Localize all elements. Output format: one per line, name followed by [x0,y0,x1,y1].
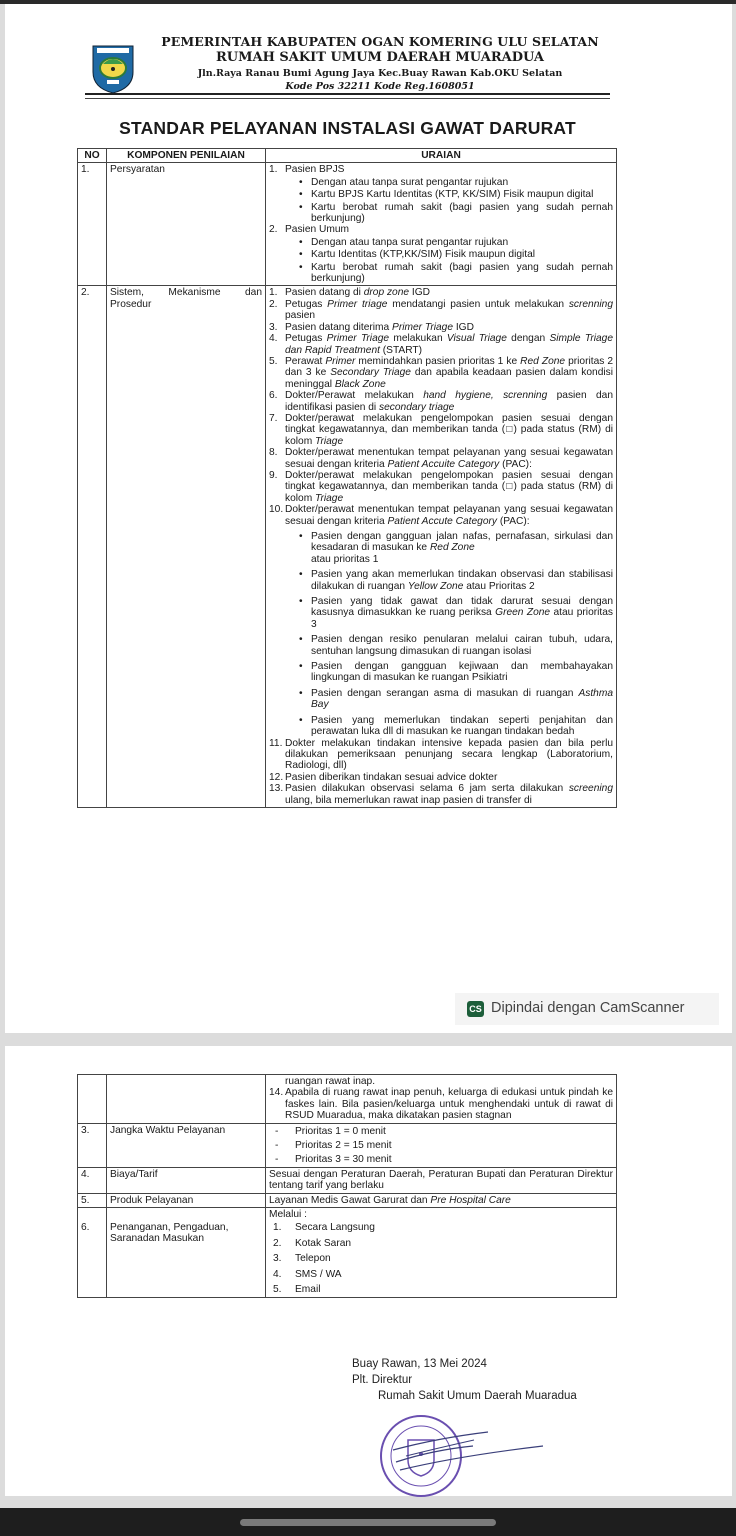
row-number: 3. [78,1123,107,1167]
procedure-step: 11. Dokter melakukan tindakan intensive kepada pasien dan bila perlu dilakukan pemeriksaan penunjang secara lengkap (Laboratorium, Radiologi, dll) [269,737,613,772]
signature-block [352,1356,577,1404]
list-item: 2. Pasien Umum [269,224,349,236]
table-row [78,1075,617,1124]
table-row [78,163,617,286]
procedure-step: 4. Petugas Primer Triage melakukan Visual Triage dengan Simple Triage dan Rapid Treatment (START) [269,333,613,356]
row-number: 1. [78,163,107,286]
zone-criteria-item: • Pasien dengan resiko penularan melalui cairan tubuh, udara, sentuhan langsung dimasukan di ruangan isolasi [299,634,613,657]
row-component: Jangka Waktu Pelayanan [107,1123,266,1167]
bullet-item: • Kartu berobat rumah sakit (bagi pasien yang sudah pernah berkunjung) [299,262,613,285]
zone-criteria-item: • Pasien yang memerlukan tindakan seperti penjahitan dan perawatan luka dll di masukan ke ruangan tindakan bedah [299,715,613,738]
procedure-step: 2. Petugas Primer triage mendatangi pasien untuk melakukan screnning pasien [269,298,613,322]
document-title: STANDAR PELAYANAN INSTALASI GAWAT DARURAT [119,118,576,138]
channel-item: 5. Email [273,1284,321,1296]
row-description [266,163,617,286]
bullet-item: • Kartu BPJS Kartu Identitas (KTP, KK/SIM) Fisik maupun digital [299,189,613,200]
zone-criteria-item: • Pasien yang tidak gawat dan tidak darurat sesuai dengan kasusnya dimasukkan ke ruang periksa Green Zone atau prioritas 3 [299,596,613,630]
channel-item: 1. Secara Langsung [273,1222,375,1234]
priority-item: - Prioritas 1 = 0 menit [269,1126,613,1137]
row-component: Persyaratan [107,163,266,286]
signature-position: Plt. Direktur [352,1374,413,1386]
bullet-item: • Dengan atau tanpa surat pengantar rujukan [299,237,613,248]
signature-institution: Rumah Sakit Umum Daerah Muaradua [378,1390,577,1402]
bullet-item: • Kartu Identitas (KTP,KK/SIM) Fisik maupun digital [299,249,613,260]
row-description [266,286,617,807]
row-description: Sesuai dengan Peraturan Daerah, Peraturan Bupati dan Peraturan Direktur tentang tarif yang berlaku [266,1167,617,1193]
letterhead-postal-code: Kode Pos 32211 Kode Reg.1608051 [285,81,475,92]
bullet-item: • Dengan atau tanpa surat pengantar rujukan [299,177,613,188]
camscanner-watermark [455,993,719,1025]
home-indicator[interactable] [240,1519,496,1526]
navigation-bar [0,1508,736,1536]
letterhead-government: PEMERINTAH KABUPATEN OGAN KOMERING ULU SELATAN [161,34,599,49]
row-number: 5. [78,1193,107,1207]
letterhead-hospital: RUMAH SAKIT UMUM DAERAH MUARADUA [215,50,545,65]
bullet-item: • Kartu berobat rumah sakit (bagi pasien yang sudah pernah berkunjung) [299,202,613,225]
procedure-step: 9. Dokter/perawat melakukan pengelompokan pasien sesuai dengan tingkat kegawatannya, dan memberikan tanda (□) pada status (RM) di kolom Triage [269,469,613,504]
row-component: Sistem, Mekanisme dan Prosedur [107,286,266,807]
procedure-step: 5. Perawat Primer memindahkan pasien prioritas 1 ke Red Zone prioritas 2 dan 3 ke Secondary Triage dan apabila keadaan pasien dalam kondisi meninggal Black Zone [269,355,614,390]
zone-criteria-item: • Pasien dengan gangguan jalan nafas, pernafasan, sirkulasi dan kesadaran di masukan ke Red Zone atau prioritas 1 [299,531,613,565]
channel-item: 2. Kotak Saran [273,1237,352,1249]
camscanner-icon: CS [467,1001,484,1017]
table-row [78,1123,617,1167]
service-standard-table-continued [77,1074,617,1298]
procedure-step: 3. Pasien datang diterima Primer Triage IGD [269,321,474,333]
zone-criteria-item: • Pasien dengan gangguan kejiwaan dan membahayakan lingkungan di masukan ke ruangan Psikiatri [299,661,613,684]
letterhead-address: Jln.Raya Ranau Bumi Agung Jaya Kec.Buay Rawan Kab.OKU Selatan [197,68,563,79]
row-number [78,1075,107,1124]
table-row [78,1208,617,1297]
row-number: 4. [78,1167,107,1193]
list-item: 1. Pasien BPJS [269,164,345,176]
header-no: NO [78,149,107,163]
row-description [266,1075,617,1124]
table-row [78,1193,617,1207]
table-header-row [78,149,617,163]
continued-text: ruangan rawat inap. [285,1076,376,1087]
zone-criteria-item: • Pasien yang akan memerlukan tindakan observasi dan stabilisasi dilakukan di ruangan Yellow Zone atau Prioritas 2 [299,569,613,592]
priority-item: - Prioritas 2 = 15 menit [269,1140,613,1151]
procedure-step: 14. Apabila di ruang rawat inap penuh, keluarga di edukasi untuk pindah ke faskes lain. Bila pasien/keluarga untuk menghendaki untuk di rawat di RSUD Muaradua, maka dikatakan pasien stagnan [269,1087,613,1122]
row-number: 2. [78,286,107,807]
row-description [266,1208,617,1297]
header-uraian: URAIAN [266,149,617,163]
procedure-step: 1. Pasien datang di drop zone IGD [269,287,430,299]
table-row [78,1167,617,1193]
procedure-step: 13. Pasien dilakukan observasi selama 6 jam serta dilakukan screening ulang, bila memerlukan rawat inap pasien di transfer di [269,783,613,806]
row-description [266,1123,617,1167]
camscanner-label: Dipindai dengan CamScanner [491,1000,685,1016]
header-komponen: KOMPONEN PENILAIAN [107,149,266,163]
procedure-step: 8. Dokter/perawat menentukan tempat pelayanan yang sesuai kegawatan sesuai dengan kriteria Patient Accuite Category (PAC): [269,447,613,470]
procedure-step: 7. Dokter/perawat melakukan pengelompokan pasien sesuai dengan tingkat kegawatannya, dan memberikan tanda (□) pada status (RM) di kolom Triage [269,412,613,447]
regency-logo-icon [91,42,135,94]
row-component: Produk Pelayanan [107,1193,266,1207]
table-row [78,286,617,807]
channel-item: 4. SMS / WA [273,1268,342,1280]
signature-place-date: Buay Rawan, 13 Mei 2024 [352,1358,487,1370]
row-component: Penanganan, Pengaduan, Saranadan Masukan [107,1208,266,1297]
zone-criteria-item: • Pasien dengan serangan asma di masukan di ruangan Asthma Bay [299,688,613,711]
procedure-step: 6. Dokter/Perawat melakukan hand hygiene, screnning pasien dan identifikasi pasien di secondary triage [269,390,613,413]
channel-item: 3. Telepon [273,1253,331,1265]
procedure-step: 10. Dokter/perawat menentukan tempat pelayanan yang sesuai kegawatan sesuai dengan kriteria Patient Accute Category (PAC): [269,504,613,527]
row-number: 6. [78,1208,107,1297]
service-standard-table [77,148,617,808]
row-component: Biaya/Tarif [107,1167,266,1193]
priority-item: - Prioritas 3 = 30 menit [269,1154,613,1165]
row-description: Layanan Medis Gawat Garurat dan Pre Hospital Care [266,1193,617,1207]
letterhead [85,30,610,102]
official-stamp-icon [378,1410,548,1500]
channels-intro: Melalui : [269,1209,307,1221]
row-component [107,1075,266,1124]
letterhead-divider [85,93,610,99]
procedure-step: 12. Pasien diberikan tindakan sesuai advice dokter [269,771,498,783]
